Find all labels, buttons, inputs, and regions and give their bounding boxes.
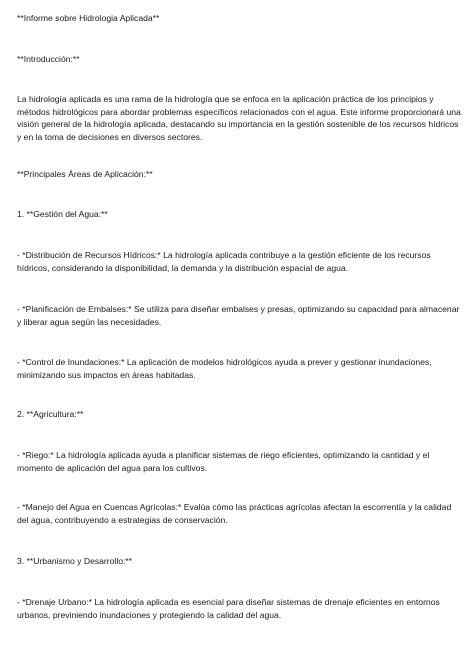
- list-item-riego: - *Riego:* La hidrología aplicada ayuda a planificar sistemas de riego eficientes, optimizando la cantidad y el momento de aplicación del agua para los cultivos.: [17, 450, 430, 473]
- areas-heading: **Principales Áreas de Aplicación:**: [17, 169, 153, 179]
- document-title: **Informe sobre Hidrologia Aplicada**: [17, 13, 160, 23]
- section-heading-gestion-agua: 1. **Gestión del Agua:**: [17, 209, 108, 219]
- intro-heading: **Introducción:**: [17, 54, 80, 64]
- list-item-planificacion-embalses: - *Planificación de Embalses:* Se utiliza para diseñar embalses y presas, optimizando su capacidad para almacenar y liberar agua según las necesidades.: [17, 304, 460, 327]
- list-item-manejo-agua-cuencas: - *Manejo del Agua en Cuencas Agrícolas:* Evalúa cómo las prácticas agrícolas afectan la escorrentía y la calidad del agua, contribuyendo a estrategias de conservación.: [17, 502, 452, 525]
- section-heading-agricultura: 2. **Agricultura:**: [17, 409, 84, 419]
- intro-paragraph: La hidrología aplicada es una rama de la hidrología que se enfoca en la aplicación práctica de los principios y métodos hidrológicos para abordar problemas específicos relacionados con el agua. Este informe proporcionará una visión general de la hidrología aplicada, destacando su importancia en la gestión sostenible de los recursos hídricos y en la toma de decisiones en diversos sectores.: [17, 94, 461, 142]
- list-item-drenaje-urbano: - *Drenaje Urbano:* La hidrología aplicada es esencial para diseñar sistemas de drenaje eficientes en entornos urbanos, previniendo inundaciones y protegiendo la calidad del agua.: [17, 597, 440, 620]
- list-item-control-inundaciones: - *Control de Inundaciones:* La aplicación de modelos hidrológicos ayuda a prever y gestionar inundaciones, minimizando sus impactos en áreas habitadas.: [17, 357, 432, 380]
- section-heading-urbanismo: 3. **Urbanismo y Desarrollo:**: [17, 556, 133, 566]
- list-item-distribucion-recursos: - *Distribución de Recursos Hídricos:* La hidrología aplicada contribuye a la gestión eficiente de los recursos hídricos, considerando la disponibilidad, la demanda y la distribución espacial de agua.: [17, 250, 431, 273]
